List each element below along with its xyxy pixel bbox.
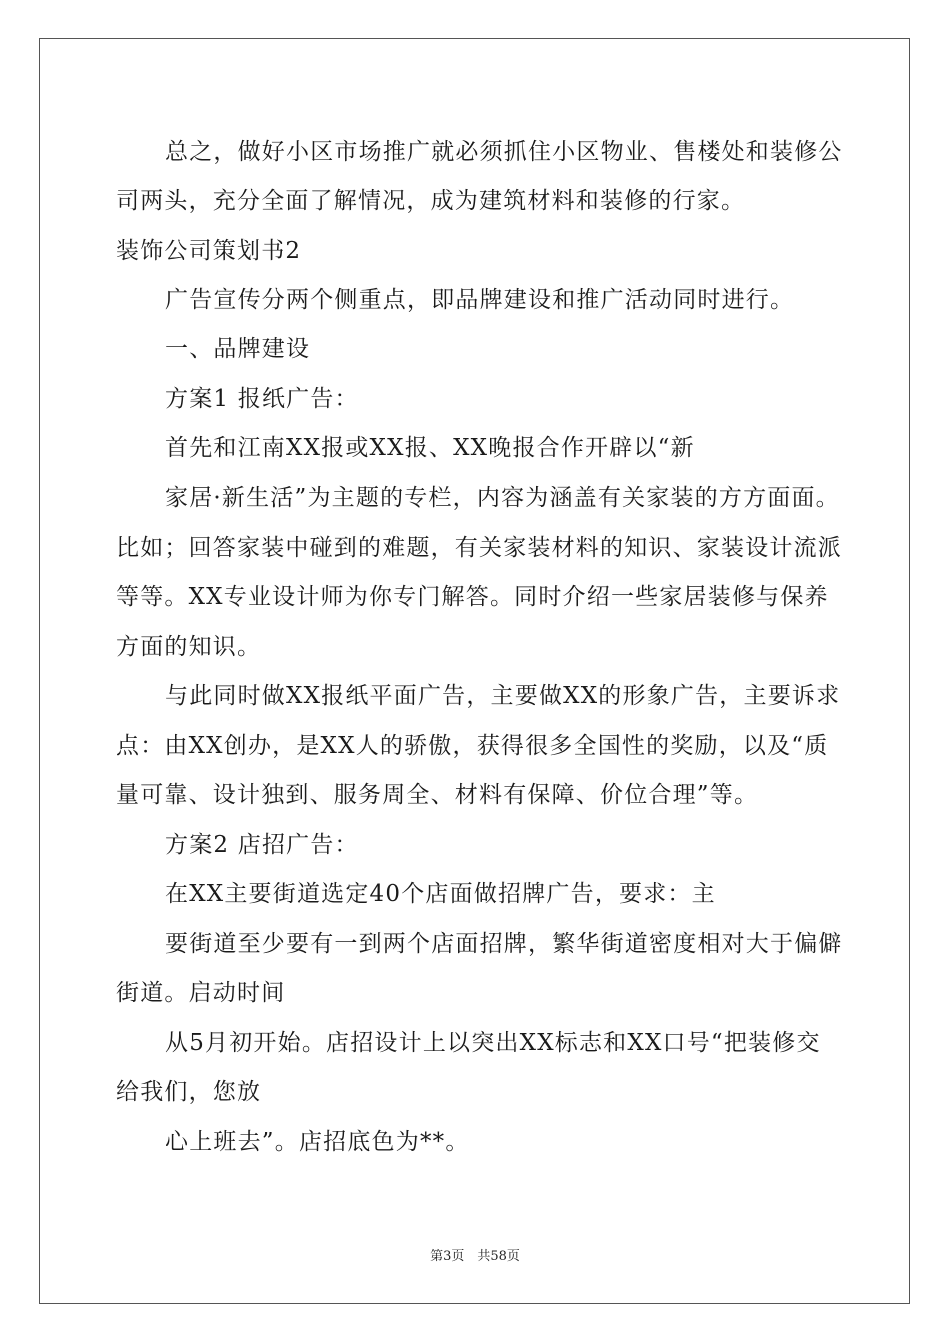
page-border <box>39 38 910 1304</box>
text-line: 广告宣传分两个侧重点，即品牌建设和推广活动同时进行。 <box>165 287 795 313</box>
text-line: 点：由XX创办，是XX人的骄傲，获得很多全国性的奖励，以及“质 <box>116 733 829 759</box>
plan-heading: 方案2 店招广告： <box>165 832 359 858</box>
text-line: 与此同时做XX报纸平面广告，主要做XX的形象广告，主要诉求 <box>165 683 841 709</box>
text-line: 等等。XX专业设计师为你专门解答。同时介绍一些家居装修与保养 <box>116 584 829 610</box>
text-line: 在XX主要街道选定40个店面做招牌广告，要求：主 <box>165 881 716 907</box>
text-line: 家居·新生活”为主题的专栏，内容为涵盖有关家装的方方面面。 <box>165 485 840 511</box>
text-line: 司两头，充分全面了解情况，成为建筑材料和装修的行家。 <box>116 188 746 214</box>
text-line: 给我们，您放 <box>116 1079 262 1105</box>
text-line: 总之，做好小区市场推广就必须抓住小区物业、售楼处和装修公 <box>165 139 843 165</box>
text-line: 方面的知识。 <box>116 634 262 660</box>
text-line: 要街道至少要有一到两个店面招牌，繁华街道密度相对大于偏僻 <box>165 931 843 957</box>
section-heading: 装饰公司策划书2 <box>116 238 302 264</box>
text-line: 心上班去”。店招底色为**。 <box>165 1129 470 1155</box>
text-line: 从5月初开始。店招设计上以突出XX标志和XX口号“把装修交 <box>165 1030 821 1056</box>
text-line: 街道。启动时间 <box>116 980 286 1006</box>
plan-heading: 方案1 报纸广告： <box>165 386 359 412</box>
text-line: 首先和江南XX报或XX报、XX晚报合作开辟以“新 <box>165 435 695 461</box>
page-footer: 第3页 共58页 <box>430 1249 520 1264</box>
text-line: 量可靠、设计独到、服务周全、材料有保障、价位合理”等。 <box>116 782 759 808</box>
text-line: 比如；回答家装中碰到的难题，有关家装材料的知识、家装设计流派 <box>116 535 842 561</box>
subheading: 一、品牌建设 <box>165 336 311 362</box>
